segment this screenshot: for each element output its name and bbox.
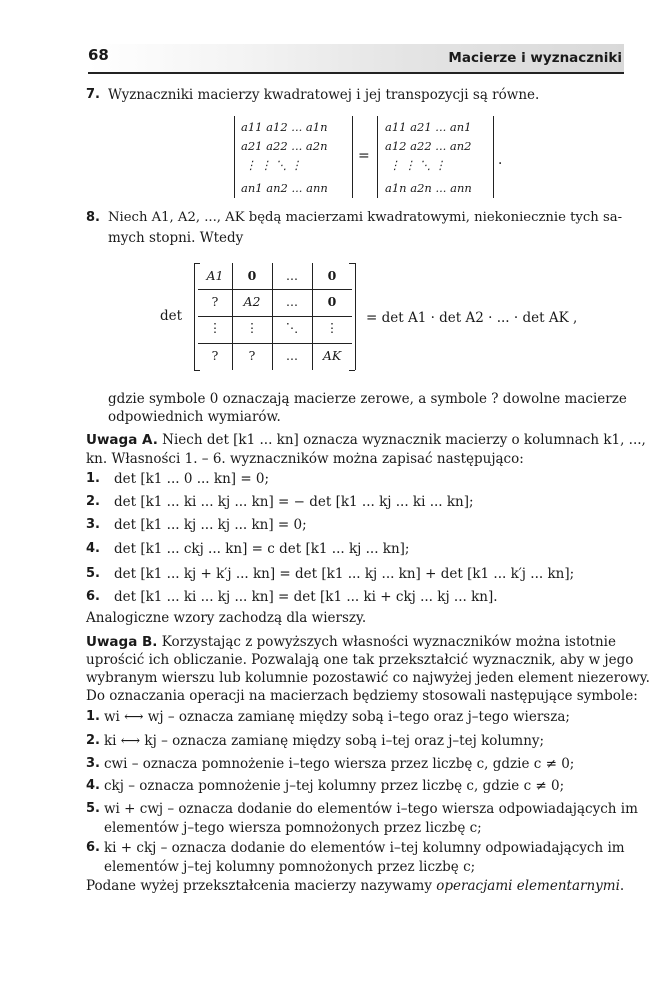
operation-item: ki ⟷ kj – oznacza zamianę między sobą i–tej oraz j–tej kolumny;: [104, 733, 545, 749]
list-number: 1.: [86, 471, 100, 486]
formula-item: det [k1 ... kj + k′j ... kn] = det [k1 ... kj ... kn] + det [k1 ... k′j ... kn];: [114, 566, 575, 582]
cell: ⋮: [208, 320, 222, 335]
list-number: 3.: [86, 756, 100, 771]
product-formula: = det A1 · det A2 · ... · det AK ,: [366, 310, 578, 326]
item7-text: Wyznaczniki macierzy kwadratowej i jej transpozycji są równe.: [108, 87, 540, 103]
remark-a-line2: kn. Własności 1. – 6. wyznaczników można zapisać następująco:: [86, 451, 524, 467]
list-number: 6.: [86, 840, 100, 855]
remark-a-line1: Uwaga A. Niech det [k1 ... kn] oznacza wyznacznik macierzy o kolumnach k1, ...,: [86, 432, 646, 448]
cell: ...: [286, 268, 298, 283]
end-dot: .: [498, 152, 503, 168]
formula-item: det [k1 ... kj ... kj ... kn] = 0;: [114, 517, 307, 533]
cell: ?: [211, 348, 219, 363]
cell: ⋱: [285, 320, 299, 335]
item8-after1: gdzie symbole 0 oznaczają macierze zerowe, a symbole ? dowolne macierze: [108, 391, 627, 407]
remark-b-line2: uprościć ich obliczanie. Pozwalają one tak przekształcić wyznacznik, aby w jego: [86, 652, 634, 668]
cell: 0: [327, 294, 337, 309]
remark-b-label: Uwaga B.: [86, 634, 158, 650]
list-number: 3.: [86, 517, 100, 532]
remark-b-line4: Do oznaczania operacji na macierzach będziemy stosowali następujące symbole:: [86, 688, 638, 704]
cell: 0: [327, 268, 337, 283]
operation-item: wi + cwj – oznacza dodanie do elementów i–tego wiersza odpowiadających im: [104, 801, 638, 817]
cell: ?: [248, 348, 256, 363]
list-number: 1.: [86, 709, 100, 724]
operation-item-continuation: elementów j–tej kolumny pomnożonych przez liczbę c;: [104, 859, 476, 875]
operation-item: ckj – oznacza pomnożenie j–tej kolumny przez liczbę c, gdzie c ≠ 0;: [104, 778, 565, 794]
operation-item-continuation: elementów j–tego wiersza pomnożonych przez liczbę c;: [104, 820, 482, 836]
cell: ⋮: [245, 320, 259, 335]
cell: ⋮: [325, 320, 339, 335]
remark-a-label: Uwaga A.: [86, 432, 158, 448]
cell: ?: [211, 294, 219, 309]
cell: A1: [206, 268, 224, 283]
remark-b-closing: Podane wyżej przekształcenia macierzy nazywamy operacjami elementarnymi.: [86, 878, 625, 894]
item7-number: 7.: [86, 87, 100, 102]
emphasized-term: operacjami elementarnymi: [436, 878, 620, 894]
operation-item: ki + ckj – oznacza dodanie do elementów i–tej kolumny odpowiadających im: [104, 840, 625, 856]
list-number: 2.: [86, 733, 100, 748]
chapter-title: Macierze i wyznaczniki: [448, 50, 622, 66]
equals-sign: =: [358, 148, 370, 164]
operation-item: wi ⟷ wj – oznacza zamianę między sobą i–tego oraz j–tego wiersza;: [104, 709, 570, 725]
list-number: 5.: [86, 566, 100, 581]
remark-b-line1: Uwaga B. Korzystając z powyższych własności wyznaczników można istotnie: [86, 634, 616, 650]
formula-item: det [k1 ... ki ... kj ... kn] = det [k1 ... ki + ckj ... kj ... kn].: [114, 589, 498, 605]
item8-after2: odpowiednich wymiarów.: [108, 409, 281, 425]
item8-line2: mych stopni. Wtedy: [108, 230, 244, 246]
formula-item: det [k1 ... ki ... kj ... kn] = − det [k1 ... kj ... ki ... kn];: [114, 494, 474, 510]
cell: ...: [286, 348, 298, 363]
list-number: 5.: [86, 801, 100, 816]
cell: AK: [322, 348, 342, 363]
cell: A2: [243, 294, 261, 309]
formula-item: det [k1 ... 0 ... kn] = 0;: [114, 471, 270, 487]
item8-number: 8.: [86, 210, 100, 225]
list-number: 4.: [86, 541, 100, 556]
list-number: 4.: [86, 778, 100, 793]
list-number: 6.: [86, 589, 100, 604]
page-header: [88, 44, 624, 74]
remark-b-line3: wybranym wierszu lub kolumnie pozostawić co najwyżej jeden element niezerowy.: [86, 670, 650, 686]
operation-item: cwi – oznacza pomnożenie i–tego wiersza przez liczbę c, gdzie c ≠ 0;: [104, 756, 575, 772]
cell: 0: [247, 268, 257, 283]
list-number: 2.: [86, 494, 100, 509]
formula-item: det [k1 ... ckj ... kn] = c det [k1 ... kj ... kn];: [114, 541, 410, 557]
cell: ...: [286, 294, 298, 309]
item8-line1: Niech A1, A2, ..., AK będą macierzami kwadratowymi, niekoniecznie tych sa-: [108, 210, 623, 225]
remark-a-closing: Analogiczne wzory zachodzą dla wierszy.: [86, 610, 367, 626]
page-number: 68: [88, 46, 109, 64]
det-label: det: [160, 308, 183, 324]
